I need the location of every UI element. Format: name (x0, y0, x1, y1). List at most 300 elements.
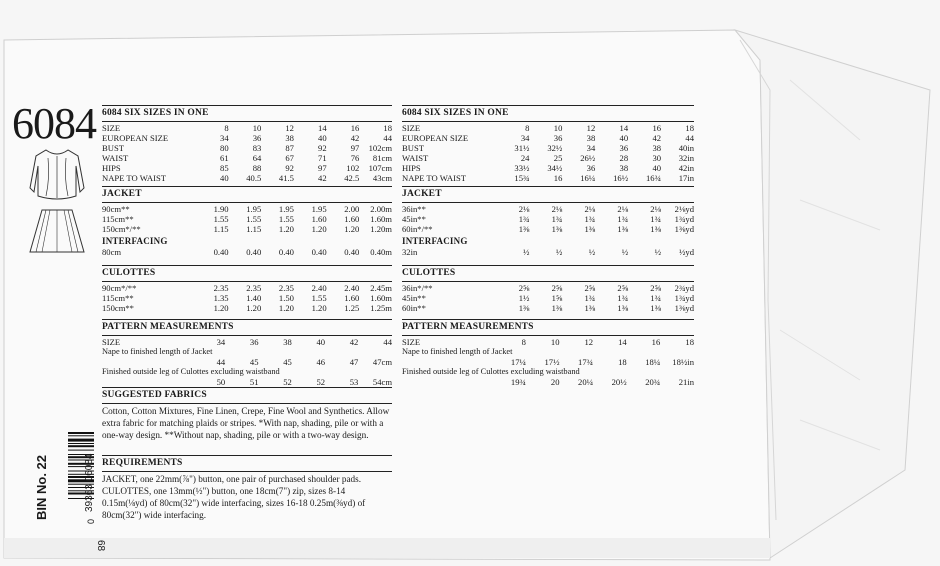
cell-value: 16 (651, 337, 661, 348)
cell-value: 36 (619, 143, 629, 154)
requirements-heading: REQUIREMENTS (102, 458, 183, 468)
cell-value: 16 (350, 123, 360, 134)
cell-value: 45 (249, 357, 259, 368)
cell-value: 16¼ (580, 173, 596, 184)
cell-value: 85 (220, 163, 229, 174)
body-measurements-table (102, 123, 392, 183)
table-row (402, 204, 694, 214)
cell-value: 8 (521, 337, 526, 348)
cell-value: 40 (619, 133, 629, 144)
cell-value: 1.20m (370, 224, 392, 235)
table-row (402, 377, 694, 387)
cell-value: 38 (652, 143, 662, 154)
row-label: 60in*/** (402, 224, 433, 235)
measurement-label: Finished outside leg of Culottes excluding waistband (402, 367, 580, 377)
cell-value: 14 (619, 123, 629, 134)
cell-value: 47 (349, 357, 359, 368)
cell-value: 1.35 (213, 292, 229, 303)
cell-value: 1⅜ (551, 224, 563, 235)
cell-value: 1⅜ (584, 302, 596, 313)
cell-value: 26½ (580, 153, 596, 164)
cell-value: 67 (285, 153, 294, 164)
cell-value: 10 (550, 337, 560, 348)
cell-value: 53 (349, 377, 359, 388)
cell-value: 2.40 (311, 282, 327, 293)
cell-value: 1⅝ (551, 292, 563, 303)
cell-value: 34 (520, 133, 530, 144)
table-row (102, 133, 392, 143)
row-label: 45in** (402, 292, 426, 303)
cell-value: 1.55 (213, 214, 229, 225)
cell-value: 40 (220, 173, 229, 184)
cell-value: 0.40 (213, 246, 229, 257)
table-row (402, 123, 694, 133)
cell-value: 40 (318, 133, 327, 144)
cell-value: ½yd (678, 246, 694, 257)
cell-value: 2⅛ (617, 204, 629, 215)
cell-value: 1¾yd (674, 292, 694, 303)
cell-value: 42 (350, 133, 360, 144)
table-row (402, 163, 694, 173)
cell-value: 24 (520, 153, 530, 164)
cell-value: 33½ (514, 163, 530, 174)
cell-value: 1.60m (370, 292, 392, 303)
cell-value: 40.5 (246, 173, 262, 184)
cell-value: 25 (553, 153, 563, 164)
measurement-label: Nape to finished length of Jacket (402, 347, 513, 357)
cell-value: 51 (249, 377, 259, 388)
table-row (402, 337, 694, 347)
cell-value: 1⅜ (518, 224, 530, 235)
cell-value: 1.40 (246, 292, 262, 303)
cell-value: 18¼ (645, 357, 661, 368)
cell-value: 20 (550, 377, 560, 388)
row-label: WAIST (102, 153, 129, 164)
imperial-column (402, 102, 694, 387)
cell-value: 18 (685, 123, 694, 134)
row-label: SIZE (402, 337, 421, 348)
cell-value: 83 (252, 143, 262, 154)
row-label: SIZE (102, 123, 121, 134)
table-row (402, 347, 694, 357)
table-row (102, 163, 392, 173)
cell-value: 1.20 (246, 302, 262, 313)
cell-value: 10 (252, 123, 262, 134)
interfacing-heading: INTERFACING (402, 236, 468, 247)
barcode-bar (68, 435, 94, 436)
cell-value: 42in (678, 163, 694, 174)
interfacing-table (102, 247, 392, 257)
table-row (402, 303, 694, 313)
row-label: 115cm** (102, 214, 134, 225)
cell-value: 2⅛ (650, 204, 662, 215)
table-row (102, 224, 392, 234)
barcode-bar (68, 443, 94, 444)
row-label: 90cm*/** (102, 282, 137, 293)
cell-value: 42 (318, 173, 327, 184)
cell-value: 12 (584, 337, 594, 348)
row-label: NAPE TO WAIST (102, 173, 166, 184)
cell-value: 0.40 (246, 246, 262, 257)
cell-value: 92 (285, 163, 294, 174)
cell-value: 18 (383, 123, 392, 134)
cell-value: 1¾ (518, 214, 530, 225)
table-row (402, 173, 694, 183)
table-row (102, 347, 392, 357)
cell-value: 20¼ (578, 377, 594, 388)
cell-value: 1¾ (650, 292, 662, 303)
cell-value: 38 (586, 133, 596, 144)
cell-value: 32½ (547, 143, 563, 154)
cell-value: 2⅝ (650, 282, 662, 293)
row-label: 90cm** (102, 204, 130, 215)
table-row (102, 153, 392, 163)
cell-value: 18 (685, 337, 694, 348)
cell-value: ½ (654, 246, 662, 257)
pattern-measurements-table (402, 337, 694, 387)
cell-value: 97 (350, 143, 360, 154)
cell-value: 1¾ (551, 214, 563, 225)
cell-value: 34½ (547, 163, 563, 174)
cell-value: 0.40m (370, 246, 392, 257)
cell-value: 8 (224, 123, 229, 134)
row-label: 60in** (402, 302, 426, 313)
suggested-fabrics-text: Cotton, Cotton Mixtures, Fine Linen, Crepe, Fine Wool and Synthetics. Allow extra fabric for matching plaids or stripes. *With nap, shading, pile or with a one-way design. **Without nap, shading, pile or with a two-way design. (102, 406, 390, 441)
pattern-measurements-table (102, 337, 392, 387)
row-label: 150cm*/** (102, 224, 141, 235)
table-row (402, 143, 694, 153)
suggested-fabrics-heading: SUGGESTED FABRICS (102, 390, 207, 400)
cell-value: 1⅜ (551, 302, 563, 313)
cell-value: 1.50 (278, 292, 294, 303)
cell-value: 61 (220, 153, 229, 164)
measurement-label: Nape to finished length of Jacket (102, 347, 213, 357)
culottes-yardage-table (402, 283, 694, 313)
cell-value: 1⅜ (617, 302, 629, 313)
cell-value: 1.55 (278, 214, 294, 225)
cell-value: 16½ (613, 173, 629, 184)
cell-value: 1.20 (311, 224, 327, 235)
upc-number: 39363 06084 (84, 453, 95, 512)
sizes-heading: 6084 SIX SIZES IN ONE (102, 108, 209, 118)
barcode-bar (68, 450, 94, 451)
cell-value: 40in (678, 143, 694, 154)
cell-value: 38 (619, 163, 629, 174)
cell-value: 28 (619, 153, 629, 164)
cell-value: 1.25m (370, 302, 392, 313)
cell-value: 1.60 (344, 214, 360, 225)
row-label: BUST (102, 143, 124, 154)
cell-value: 2.35 (213, 282, 229, 293)
cell-value: 1.90 (213, 204, 229, 215)
cell-value: 1.20 (278, 224, 294, 235)
cell-value: 16¾ (645, 173, 662, 184)
cell-value: ½ (555, 246, 563, 257)
cell-value: 2.35 (246, 282, 262, 293)
suggested-fabrics-section (102, 384, 392, 441)
cell-value: 1.20 (344, 224, 360, 235)
cell-value: 20¾ (645, 377, 661, 388)
jacket-heading: JACKET (402, 189, 442, 200)
row-label: 80cm (102, 246, 122, 257)
cell-value: 1¾yd (674, 214, 694, 225)
cell-value: 1⅜ (518, 302, 530, 313)
culottes-heading: CULOTTES (402, 267, 456, 278)
cell-value: 32in (678, 153, 694, 164)
cell-value: 1¾ (650, 214, 662, 225)
row-label: 115cm** (102, 292, 134, 303)
cell-value: 42 (349, 337, 359, 348)
cell-value: 1.15 (246, 224, 262, 235)
table-row (102, 357, 392, 367)
row-label: HIPS (402, 163, 421, 174)
cell-value: 2⅛ (551, 204, 563, 215)
cell-value: 1.60m (370, 214, 392, 225)
cell-value: 1⅜yd (674, 302, 694, 313)
pattern-number: 6084 (12, 99, 96, 148)
cell-value: 36 (249, 337, 259, 348)
cell-value: 102 (346, 163, 360, 174)
table-row (102, 293, 392, 303)
table-row (402, 247, 694, 257)
cell-value: 1¾ (617, 292, 629, 303)
garment-sketch (26, 148, 88, 258)
cell-value: 17¼ (510, 357, 526, 368)
cell-value: 44 (216, 357, 226, 368)
jacket-yardage-table (102, 204, 392, 234)
table-row (402, 367, 694, 377)
cell-value: 71 (318, 153, 327, 164)
cell-value: 1⅜ (650, 224, 662, 235)
row-label: NAPE TO WAIST (402, 173, 466, 184)
cell-value: 2.00m (370, 204, 392, 215)
body-measurements-table (402, 123, 694, 183)
interfacing-heading: INTERFACING (102, 236, 168, 247)
cell-value: 1.15 (213, 224, 229, 235)
cell-value: 1.60 (311, 214, 327, 225)
table-row (102, 283, 392, 293)
cell-value: 2⅝ (584, 282, 596, 293)
cell-value: 1⅜ (617, 224, 629, 235)
cell-value: ½ (588, 246, 596, 257)
spacer-cell (102, 357, 192, 367)
cell-value: 1.20 (278, 302, 294, 313)
cell-value: 17in (678, 173, 694, 184)
cell-value: 16 (553, 173, 563, 184)
cell-value: 2.35 (278, 282, 294, 293)
cell-value: 18 (618, 357, 627, 368)
barcode-bar (68, 439, 94, 442)
cell-value: 1.95 (278, 204, 294, 215)
cell-value: 40 (652, 163, 662, 174)
upc-prefix: 0 (86, 518, 96, 524)
row-label: SIZE (102, 337, 121, 348)
cell-value: 52 (316, 377, 326, 388)
cell-value: 107cm (368, 163, 392, 174)
cell-value: 38 (285, 133, 294, 144)
cell-value: ½ (621, 246, 629, 257)
bin-number: BIN No. 22 (34, 454, 49, 520)
row-label: EUROPEAN SIZE (102, 133, 169, 144)
requirements-text: JACKET, one 22mm(⅞") button, one pair of purchased shoulder pads. CULOTTES, one 13mm(½") button, one 18cm(7") zip, sizes 8-14 0.15m(⅛yd) of 80cm(32") wide interfacing, sizes 16-18 0.25m(⅜yd) of 80cm(32") wide interfacing. (102, 474, 366, 521)
row-label: SIZE (402, 123, 421, 134)
row-label: 32in (402, 246, 418, 257)
cell-value: 30 (652, 153, 662, 164)
table-row (102, 204, 392, 214)
cell-value: 1.95 (246, 204, 262, 215)
cell-value: 10 (553, 123, 563, 134)
table-row (102, 173, 392, 183)
cell-value: 2¾yd (674, 282, 694, 293)
cell-value: 15¾ (514, 173, 530, 184)
cell-value: 1⅜ (650, 302, 662, 313)
pattern-measurements-heading: PATTERN MEASUREMENTS (102, 321, 234, 332)
table-row (102, 247, 392, 257)
cell-value: 43cm (372, 173, 392, 184)
cell-value: 1.55 (246, 214, 262, 225)
cell-value: 2.45m (370, 282, 392, 293)
cell-value: 18½in (672, 357, 694, 368)
table-row (402, 133, 694, 143)
requirements-section (102, 452, 392, 521)
cell-value: 42 (652, 133, 662, 144)
cell-value: 17¾ (578, 357, 594, 368)
cell-value: 1.25 (344, 302, 360, 313)
table-row (402, 153, 694, 163)
culottes-heading: CULOTTES (102, 267, 156, 278)
cell-value: 0.40 (278, 246, 294, 257)
metric-column (102, 102, 392, 387)
cell-value: 102cm (368, 143, 392, 154)
cell-value: 1⅜yd (674, 224, 694, 235)
cell-value: 1¾ (584, 292, 596, 303)
cell-value: 0.40 (311, 246, 327, 257)
cell-value: 64 (252, 153, 262, 164)
cell-value: 21in (678, 377, 694, 388)
cell-value: 17½ (544, 357, 560, 368)
cell-value: 1½ (518, 292, 530, 303)
cell-value: 81cm (372, 153, 392, 164)
measurement-label: Finished outside leg of Culottes excluding waistband (102, 367, 280, 377)
cell-value: 97 (318, 163, 327, 174)
row-label: WAIST (402, 153, 429, 164)
cell-value: 0.40 (344, 246, 360, 257)
cell-value: 12 (285, 123, 294, 134)
cell-value: 34 (216, 337, 226, 348)
cell-value: 20½ (611, 377, 627, 388)
table-row (102, 337, 392, 347)
cell-value: 2⅛ (584, 204, 596, 215)
cell-value: 38 (283, 337, 292, 348)
spacer-cell (402, 357, 492, 367)
jacket-yardage-table (402, 204, 694, 234)
cell-value: 14 (318, 123, 327, 134)
barcode-bar (68, 445, 94, 447)
cell-value: 34 (220, 133, 229, 144)
cell-value: 19¾ (510, 377, 526, 388)
cell-value: 8 (525, 123, 530, 134)
price-code: 68 (95, 540, 106, 552)
cell-value: 2.40 (344, 282, 360, 293)
cell-value: 1.60 (344, 292, 360, 303)
cell-value: 1⅜ (584, 224, 596, 235)
pattern-measurements-heading: PATTERN MEASUREMENTS (402, 321, 534, 332)
row-label: 150cm** (102, 302, 134, 313)
culottes-yardage-table (102, 283, 392, 313)
cell-value: 1.20 (311, 302, 327, 313)
spacer-cell (402, 377, 492, 387)
cell-value: 16 (652, 123, 662, 134)
cell-value: 92 (318, 143, 327, 154)
cell-value: 36 (553, 133, 563, 144)
cell-value: 54cm (372, 377, 392, 388)
cell-value: 36 (252, 133, 262, 144)
table-row (102, 143, 392, 153)
cell-value: 46 (316, 357, 326, 368)
table-row (102, 367, 392, 377)
cell-value: 44 (383, 337, 392, 348)
cell-value: 1¾ (584, 214, 596, 225)
cell-value: 50 (216, 377, 226, 388)
cell-value: ½ (523, 246, 530, 257)
cell-value: 47cm (372, 357, 392, 368)
row-label: 45in** (402, 214, 426, 225)
cell-value: 2⅝ (518, 282, 530, 293)
cell-value: 12 (586, 123, 596, 134)
sizes-heading: 6084 SIX SIZES IN ONE (402, 108, 509, 118)
cell-value: 80 (220, 143, 229, 154)
cell-value: 76 (350, 153, 360, 164)
cell-value: 14 (618, 337, 627, 348)
table-row (402, 214, 694, 224)
row-label: 36in** (402, 204, 426, 215)
row-label: HIPS (102, 163, 121, 174)
cell-value: 36 (586, 163, 596, 174)
cell-value: 1¾ (617, 214, 629, 225)
cell-value: 1.55 (311, 292, 327, 303)
cell-value: 45 (283, 357, 292, 368)
row-label: BUST (402, 143, 424, 154)
table-row (102, 123, 392, 133)
table-row (402, 224, 694, 234)
row-label: 36in*/** (402, 282, 433, 293)
cell-value: 1.20 (213, 302, 229, 313)
cell-value: 42.5 (344, 173, 360, 184)
cell-value: 44 (685, 133, 694, 144)
table-row (102, 214, 392, 224)
jacket-heading: JACKET (102, 189, 142, 200)
cell-value: 2⅛ (518, 204, 530, 215)
table-row (402, 293, 694, 303)
cell-value: 40 (316, 337, 326, 348)
table-row (402, 357, 694, 367)
cell-value: 31½ (514, 143, 530, 154)
cell-value: 2.00 (344, 204, 360, 215)
barcode-bar (68, 432, 94, 434)
cell-value: 41.5 (278, 173, 294, 184)
cell-value: 2⅛yd (674, 204, 694, 215)
row-label: EUROPEAN SIZE (402, 133, 469, 144)
table-row (102, 303, 392, 313)
cell-value: 88 (252, 163, 262, 174)
cell-value: 34 (586, 143, 596, 154)
cell-value: 52 (283, 377, 292, 388)
cell-value: 87 (285, 143, 294, 154)
table-row (402, 283, 694, 293)
cell-value: 1.95 (311, 204, 327, 215)
cell-value: 2⅝ (617, 282, 629, 293)
interfacing-table (402, 247, 694, 257)
